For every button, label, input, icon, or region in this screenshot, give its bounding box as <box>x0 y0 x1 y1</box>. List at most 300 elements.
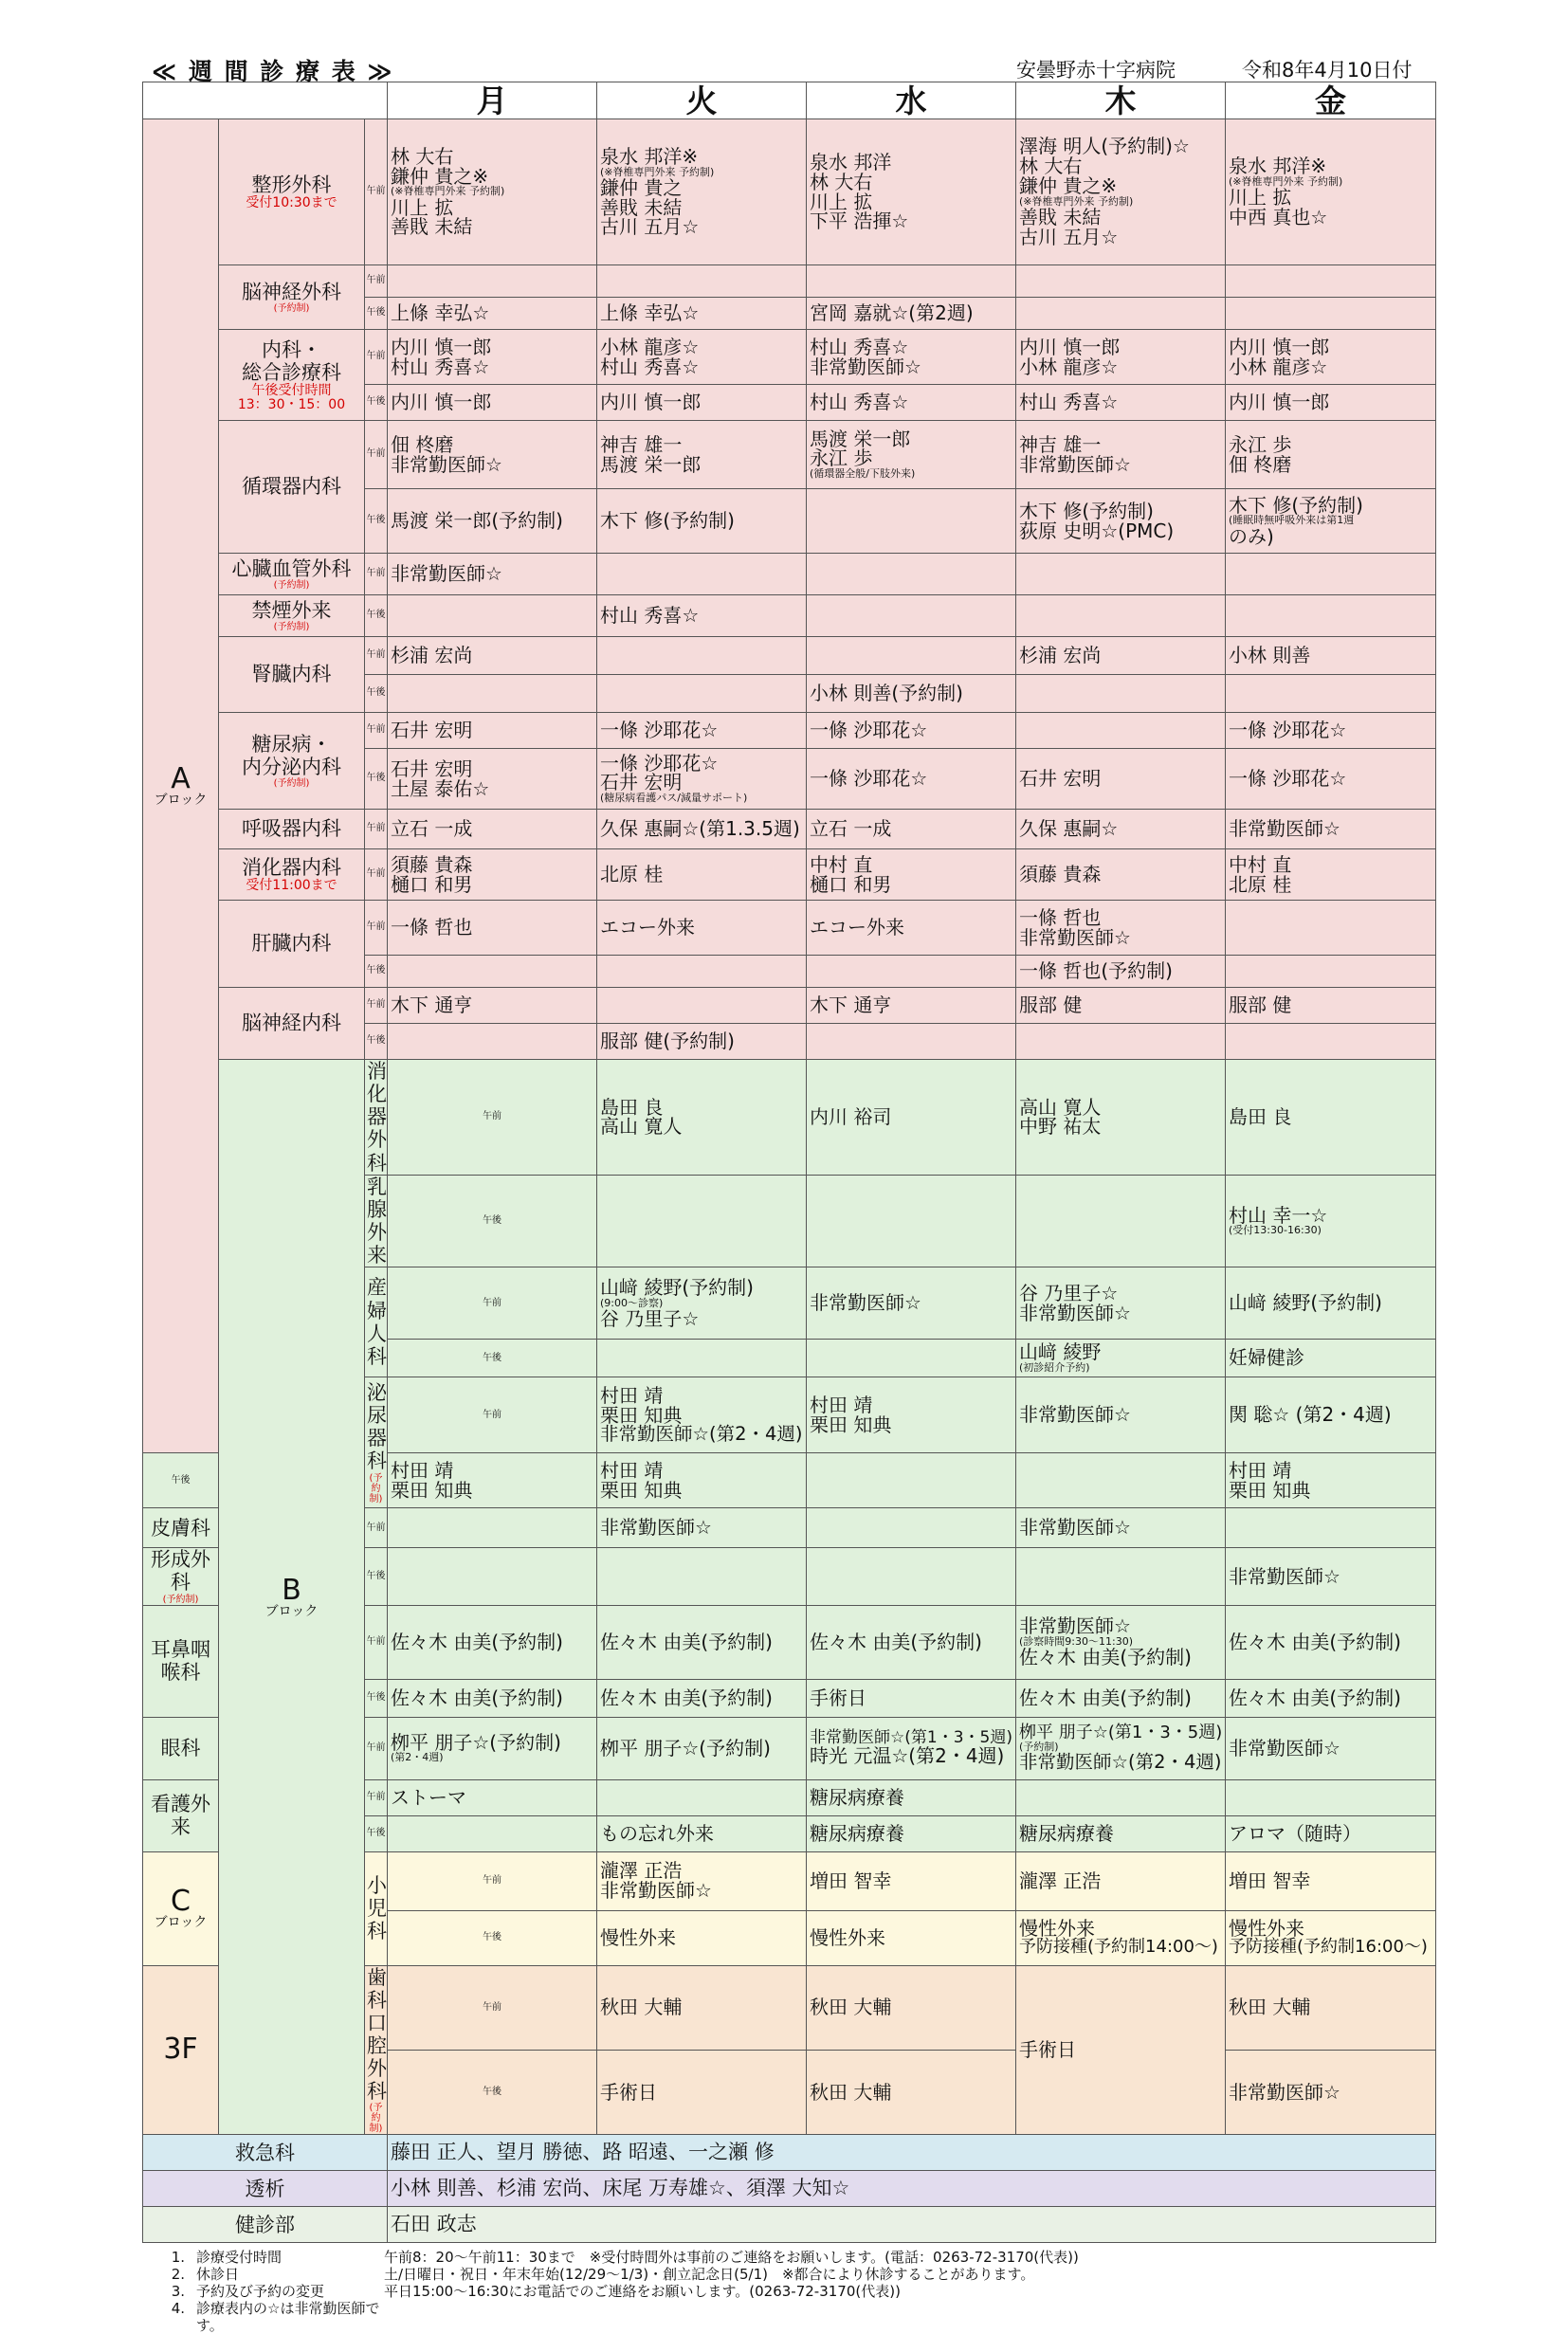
doctor-entry: 非常勤医師☆ <box>810 1291 921 1315</box>
doctor-entry: 秋田 大輔 <box>810 2080 892 2104</box>
doctor-entry: エコー外来 <box>600 916 696 939</box>
dept-jibi <box>143 1605 219 1717</box>
slot-am <box>388 1267 597 1340</box>
dept-shouni <box>365 1851 388 1965</box>
doctor-entry: 非常勤医師☆ <box>1229 2080 1340 2104</box>
schedule-cell <box>1226 1453 1436 1508</box>
dept-noushinkei <box>219 988 365 1060</box>
empty-cell <box>1226 956 1436 988</box>
day-label: 水 <box>895 82 927 119</box>
day-label: 金 <box>1315 82 1347 119</box>
doctor-entry: 上條 幸弘☆ <box>391 301 490 325</box>
schedule-cell <box>807 421 1016 489</box>
day-header-row <box>143 82 1436 119</box>
doctor-entry: エコー外来 <box>810 916 905 939</box>
dept-name: 消化器外科 <box>367 1060 387 1175</box>
slot-pm <box>365 749 388 810</box>
dept-name: 産婦人科 <box>367 1276 387 1368</box>
slot-label: 午後 <box>366 1827 386 1838</box>
slot-am <box>365 119 388 265</box>
doctor-entry: 非常勤医師☆(第2・4週) <box>1019 1751 1222 1774</box>
day-header <box>388 82 597 119</box>
note-text: 平日15:00〜16:30にお電話でのご連絡をお願いします。(0263-72-3170(代表)) <box>384 2283 901 2301</box>
doctor-entry: 山﨑 綾野 <box>1019 1340 1102 1364</box>
dept-kokyu <box>219 810 365 849</box>
block-1 <box>219 1060 365 2135</box>
doctor-entry: 栁平 朋子☆(予約制) <box>391 1730 561 1754</box>
doctor-entry: 手術日 <box>810 1686 867 1709</box>
doctor-entry: 内川 慎一郎 <box>600 391 702 414</box>
slot-label: 午後 <box>366 610 386 621</box>
doctor-entry: 泉水 邦洋 <box>810 150 892 173</box>
empty-cell <box>1226 554 1436 595</box>
empty-cell <box>1016 298 1226 330</box>
slot-am <box>365 265 388 298</box>
dept-name: 看護外来 <box>151 1792 210 1839</box>
schedule-cell <box>388 489 597 554</box>
slot-label: 午後 <box>366 515 386 526</box>
slot-pm <box>365 1815 388 1851</box>
schedule-cell <box>597 1851 807 1910</box>
dept-name: 脳神経内科 <box>242 1012 341 1035</box>
row-kenshin <box>143 2207 1436 2243</box>
empty-cell <box>597 1175 807 1267</box>
doctor-entry: 杉浦 宏尚 <box>1019 644 1102 667</box>
slot-am <box>365 1605 388 1679</box>
doctor-entry: 杉浦 宏尚 <box>391 644 473 667</box>
doctor-entry: 木下 通亨 <box>391 994 473 1017</box>
slot-label: 午前 <box>366 649 386 661</box>
doctor-entry: 非常勤医師☆ <box>1019 1403 1131 1427</box>
slot-label: 午前 <box>366 823 386 834</box>
doctor-entry: 荻原 史明☆(PMC) <box>1019 519 1175 542</box>
doctor-entry: ストーマ <box>391 1785 467 1809</box>
empty-cell <box>388 265 597 298</box>
slot-label: 午前 <box>483 2001 502 2013</box>
kenshin-staff <box>388 2207 1436 2243</box>
note-text: (※脊椎専門外来 予約制) <box>1229 175 1343 189</box>
doctor-entry: 村山 秀喜☆ <box>810 335 909 358</box>
schedule-cell <box>1016 1453 1226 1508</box>
doctor-entry: 栁平 朋子☆(予約制) <box>600 1736 771 1760</box>
doctor-entry: 神吉 雄一 <box>1019 432 1102 456</box>
note-text: (循環器全般/下肢外来) <box>810 467 916 481</box>
schedule-cell <box>1226 1175 1436 1267</box>
schedule-cell <box>1226 1267 1436 1340</box>
slot-pm <box>388 1175 597 1267</box>
doctor-entry: 上條 幸弘☆ <box>600 301 700 325</box>
schedule-cell <box>1226 330 1436 385</box>
doctor-entry: 服部 健 <box>1229 994 1292 1017</box>
empty-cell <box>1016 1175 1226 1267</box>
schedule-cell <box>597 1024 807 1060</box>
slot-label: 午後 <box>366 965 386 976</box>
doctor-entry: 馬渡 栄一郎 <box>810 427 911 450</box>
empty-cell <box>1226 298 1436 330</box>
schedule-row <box>143 901 1436 956</box>
note-text: (予約制) <box>1019 1741 1059 1754</box>
schedule-cell <box>388 749 597 810</box>
slot-label: 午後 <box>483 1214 502 1226</box>
schedule-cell <box>1226 421 1436 489</box>
schedule-cell <box>388 421 597 489</box>
doctor-entry: 須藤 貴森 <box>391 852 473 876</box>
doctor-entry: 手術日 <box>1019 2038 1077 2062</box>
slot-am <box>365 810 388 849</box>
doctor-entry: 非常勤医師☆(第2・4週) <box>600 1423 803 1446</box>
document-title: ≪ 週 間 診 療 表 ≫ <box>152 58 394 85</box>
empty-cell <box>1016 1024 1226 1060</box>
doctor-entry: 非常勤医師☆ <box>600 1516 712 1540</box>
empty-cell <box>388 956 597 988</box>
schedule-cell <box>597 1605 807 1679</box>
schedule-cell <box>597 1267 807 1340</box>
slot-pm <box>365 385 388 421</box>
doctor-entry: 一條 沙耶花☆ <box>810 767 928 791</box>
schedule-row <box>143 421 1436 489</box>
schedule-cell <box>597 2050 807 2134</box>
schedule-cell <box>1226 385 1436 421</box>
empty-cell <box>807 1175 1016 1267</box>
row-kyukyu <box>143 2135 1436 2171</box>
doctor-entry: 澤海 明人(予約制)☆ <box>1019 135 1190 158</box>
schedule-cell <box>388 1779 597 1815</box>
day-label: 木 <box>1104 82 1137 119</box>
doctor-entry: 村山 秀喜☆ <box>600 604 700 628</box>
slot-am <box>365 988 388 1024</box>
doctor-entry: 非常勤医師☆ <box>1019 925 1131 949</box>
empty-cell <box>597 675 807 713</box>
doctor-entry: 須藤 貴森 <box>1019 863 1102 886</box>
schedule-cell <box>807 1779 1016 1815</box>
slot-label: 午前 <box>366 1791 386 1802</box>
empty-cell <box>807 554 1016 595</box>
slot-label: 午前 <box>366 351 386 362</box>
dept-name: 泌尿器科 <box>367 1380 387 1473</box>
doctor-entry: 佐々木 由美(予約制) <box>1229 1686 1401 1709</box>
schedule-cell <box>1016 637 1226 675</box>
slot-am <box>388 1060 597 1176</box>
slot-label: 午前 <box>366 448 386 460</box>
header <box>142 53 1435 85</box>
schedule-cell <box>807 849 1016 901</box>
schedule-cell <box>1226 901 1436 956</box>
schedule-cell <box>388 1508 597 1548</box>
doctor-entry: 糖尿病療養 <box>1019 1821 1115 1845</box>
doctor-entry: 時光 元温☆(第2・4週) <box>810 1744 1005 1768</box>
schedule-cell <box>388 1679 597 1717</box>
dept-kyukyu <box>143 2135 388 2171</box>
slot-label: 午後 <box>366 307 386 319</box>
doctor-entry: 慢性外来 <box>600 1925 677 1949</box>
doctor-entry: 非常勤医師☆ <box>391 452 502 476</box>
dept-kinen <box>219 595 365 637</box>
dept-kenshin <box>143 2207 388 2243</box>
schedule-cell <box>597 1815 807 1851</box>
schedule-cell <box>1016 1267 1226 1340</box>
dept-name: 呼吸器内科 <box>242 817 341 841</box>
schedule-cell <box>388 1453 597 1508</box>
doctor-entry: 内川 慎一郎 <box>391 335 492 358</box>
doctor-entry: 内川 慎一郎 <box>1229 391 1330 414</box>
schedule-cell <box>597 849 807 901</box>
dept-name: 救急科 <box>235 2141 295 2164</box>
empty-cell <box>597 265 807 298</box>
empty-cell <box>597 1340 807 1377</box>
doctor-entry: 久保 惠嗣☆ <box>1019 817 1119 841</box>
schedule-cell <box>597 1508 807 1548</box>
doctor-entry: 手術日 <box>600 2080 658 2104</box>
doctor-entry: 林 大右 <box>810 170 873 193</box>
schedule-cell <box>388 298 597 330</box>
dept-name: 整形外科 <box>251 173 332 197</box>
slot-label: 午後 <box>483 1352 502 1363</box>
doctor-entry: 中村 直 <box>1229 852 1292 876</box>
schedule-cell <box>1226 1910 1436 1965</box>
schedule-cell <box>597 1377 807 1453</box>
doctor-entry: 一條 沙耶花☆ <box>600 751 719 775</box>
doctor-entry: 石田 政志 <box>391 2212 477 2235</box>
empty-cell <box>1226 595 1436 637</box>
doctor-entry: 石井 宏明 <box>600 771 683 794</box>
schedule-cell <box>597 298 807 330</box>
schedule-cell <box>807 1267 1016 1340</box>
slot-pm <box>388 2050 597 2134</box>
schedule-cell <box>807 637 1016 675</box>
schedule-cell <box>807 330 1016 385</box>
schedule-cell <box>597 1779 807 1815</box>
empty-cell <box>807 1548 1016 1605</box>
schedule-cell <box>1016 489 1226 554</box>
doctor-entry: アロマ（随時） <box>1229 1821 1362 1845</box>
dept-nougeka <box>219 265 365 330</box>
schedule-row <box>143 554 1436 595</box>
doctor-entry: 善戝 未結 <box>600 195 683 219</box>
schedule-cell <box>388 119 597 265</box>
doctor-entry: 善戝 未結 <box>391 215 473 239</box>
schedule-cell <box>597 489 807 554</box>
dept-hifu <box>143 1508 219 1548</box>
slot-label: 午後 <box>366 773 386 784</box>
doctor-entry: 一條 哲也 <box>391 916 473 939</box>
schedule-cell <box>807 1815 1016 1851</box>
schedule-cell <box>388 385 597 421</box>
dept-name: 眼科 <box>160 1736 201 1760</box>
schedule-row <box>143 265 1436 298</box>
slot-label: 午前 <box>366 868 386 880</box>
block-letter: A <box>171 762 191 796</box>
slot-label: 午後 <box>366 1570 386 1581</box>
doctor-entry: のみ) <box>1229 524 1274 548</box>
doctor-entry: 小林 龍彦☆ <box>600 335 700 358</box>
doctor-entry: 木下 修(予約制) <box>1229 493 1363 517</box>
doctor-entry: 石井 宏明 <box>391 757 473 780</box>
doctor-entry: 服部 健 <box>1019 994 1083 1017</box>
doctor-entry: 一條 沙耶花☆ <box>600 719 719 742</box>
doctor-entry: 一條 哲也(予約制) <box>1019 959 1173 983</box>
doctor-entry: 非常勤医師☆ <box>1229 1736 1340 1760</box>
note-text: (初診紹介予約) <box>1019 1361 1090 1375</box>
dept-shika <box>365 1965 388 2135</box>
slot-label: 午後 <box>483 2086 502 2097</box>
schedule-cell <box>807 385 1016 421</box>
doctor-entry: 予防接種(予約制16:00〜) <box>1229 1937 1428 1958</box>
doctor-entry: 川上 拡 <box>810 190 873 213</box>
empty-cell <box>807 595 1016 637</box>
schedule-cell <box>1016 1717 1226 1779</box>
block-letter: C <box>171 1885 191 1919</box>
dept-note: (予約制) <box>273 303 310 315</box>
slot-label: 午前 <box>366 275 386 286</box>
empty-cell <box>388 1024 597 1060</box>
dept-note: 13：30・15：00 <box>237 396 346 412</box>
dept-note: 受付11:00まで <box>246 878 337 894</box>
slot-label: 午前 <box>366 1522 386 1533</box>
dept-name: 消化器内科 <box>242 856 341 880</box>
empty-cell <box>597 1548 807 1605</box>
slot-label: 午後 <box>366 396 386 408</box>
doctor-entry: 小林 龍彦☆ <box>1229 355 1328 378</box>
note-item <box>142 2283 1435 2300</box>
schedule-cell <box>1016 421 1226 489</box>
schedule-cell <box>807 901 1016 956</box>
slot-pm <box>365 1024 388 1060</box>
dept-tounyou <box>219 713 365 810</box>
doctor-entry: 栗田 知典 <box>1229 1478 1311 1502</box>
schedule-cell <box>1226 489 1436 554</box>
schedule-cell <box>807 1453 1016 1508</box>
schedule-row <box>143 713 1436 749</box>
schedule-cell <box>807 988 1016 1024</box>
doctor-entry: 村山 秀喜☆ <box>600 355 700 378</box>
schedule-cell <box>597 330 807 385</box>
schedule-cell <box>807 1377 1016 1453</box>
schedule-cell <box>1016 330 1226 385</box>
schedule-cell <box>597 810 807 849</box>
schedule-cell <box>1226 637 1436 675</box>
slot-label: 午前 <box>483 1111 502 1122</box>
dept-kanzou <box>219 901 365 988</box>
empty-cell <box>388 1548 597 1605</box>
doctor-entry: 栁平 朋子☆(第1・3・5週) <box>1019 1722 1223 1742</box>
doctor-entry: 宮岡 嘉就☆(第2週) <box>810 301 974 325</box>
schedule-cell <box>807 1060 1016 1176</box>
doctor-entry: 非常勤医師☆ <box>600 1879 712 1903</box>
dept-name: 総合診療科 <box>242 360 341 384</box>
schedule-cell <box>1016 1910 1226 1965</box>
doctor-entry: 山﨑 綾野(予約制) <box>600 1275 754 1299</box>
dept-name: 皮膚科 <box>151 1516 210 1540</box>
schedule-cell <box>597 749 807 810</box>
note-label: 診療受付時間 <box>196 2249 283 2267</box>
schedule-cell <box>1226 1851 1436 1910</box>
schedule-cell <box>1226 1605 1436 1679</box>
schedule-cell <box>1016 1965 1226 2135</box>
slot-label: 午前 <box>366 568 386 579</box>
doctor-entry: 秋田 大輔 <box>810 1996 892 2019</box>
slot-am <box>365 1508 388 1548</box>
empty-cell <box>807 1024 1016 1060</box>
doctor-entry: 村山 秀喜☆ <box>810 391 909 414</box>
dept-keisei <box>143 1548 219 1605</box>
empty-cell <box>807 956 1016 988</box>
block-3 <box>143 1965 219 2135</box>
doctor-entry: 石井 宏明 <box>391 719 473 742</box>
schedule-cell <box>1226 1377 1436 1453</box>
schedule-cell <box>1016 1508 1226 1548</box>
empty-cell <box>597 956 807 988</box>
doctor-entry: 村田 靖 <box>810 1393 873 1416</box>
doctor-entry: 内川 慎一郎 <box>391 391 492 414</box>
dept-name: 乳腺外来 <box>367 1175 387 1267</box>
schedule-cell <box>1226 713 1436 749</box>
doctor-entry: 高山 寛人 <box>600 1115 683 1139</box>
schedule-cell <box>388 330 597 385</box>
dept-touseki <box>143 2171 388 2207</box>
note-item <box>142 2300 1435 2334</box>
doctor-entry: 村山 秀喜☆ <box>1019 391 1119 414</box>
doctor-entry: 古川 五月☆ <box>600 215 700 239</box>
empty-cell <box>1226 675 1436 713</box>
doctor-entry: 中西 真也☆ <box>1229 205 1328 228</box>
doctor-entry: 予防接種(予約制14:00〜) <box>1019 1937 1218 1958</box>
block-0 <box>143 119 219 1453</box>
note-item <box>142 2249 1435 2266</box>
schedule-cell <box>597 595 807 637</box>
schedule-cell <box>807 1851 1016 1910</box>
schedule-cell <box>807 1605 1016 1679</box>
schedule-cell <box>597 637 807 675</box>
slot-pm <box>365 675 388 713</box>
dept-nyusen <box>365 1175 388 1267</box>
doctor-entry: 善戝 未結 <box>1019 205 1102 228</box>
slot-am <box>365 1717 388 1779</box>
schedule-cell <box>1016 1851 1226 1910</box>
doctor-entry: 泉水 邦洋※ <box>1229 155 1327 178</box>
schedule-cell <box>807 1508 1016 1548</box>
note-text: (診察時間9:30〜11:30) <box>1019 1635 1134 1648</box>
doctor-entry: 谷 乃里子☆ <box>600 1306 700 1330</box>
schedule-cell <box>1016 119 1226 265</box>
doctor-entry: 妊婦健診 <box>1229 1346 1305 1370</box>
dept-note: (予約制) <box>369 1472 383 1504</box>
slot-label: 午前 <box>483 1409 502 1420</box>
schedule-row <box>143 330 1436 385</box>
doctor-entry: 内川 慎一郎 <box>1019 335 1121 358</box>
note-text: (第2・4週) <box>391 1751 444 1764</box>
schedule-cell <box>388 988 597 1024</box>
doctor-entry: 村田 靖 <box>1229 1458 1292 1482</box>
doctor-entry: 非常勤医師☆ <box>1229 1564 1340 1588</box>
doctor-entry: 鎌仲 貴之 <box>600 175 683 199</box>
doctor-entry: 佐々木 由美(予約制) <box>1019 1686 1192 1709</box>
dept-name: 内科・ <box>262 337 321 361</box>
doctor-entry: 永江 歩 <box>1229 432 1292 456</box>
schedule-cell <box>807 119 1016 265</box>
note-no: 4. <box>171 2300 185 2318</box>
schedule-cell <box>1016 810 1226 849</box>
note-label: 予約及び予約の変更 <box>196 2283 325 2301</box>
empty-cell <box>1016 595 1226 637</box>
dept-note: (予約制) <box>369 2103 383 2135</box>
doctor-entry: 藤田 正人、望月 勝徳、路 昭遠、一之瀬 修 <box>391 2140 775 2163</box>
schedule-cell <box>388 810 597 849</box>
doctor-entry: 栗田 知典 <box>391 1478 473 1502</box>
empty-cell <box>1016 265 1226 298</box>
slot-pm <box>365 489 388 554</box>
weekly-schedule-table <box>142 82 1436 2243</box>
dept-shinzou <box>219 554 365 595</box>
